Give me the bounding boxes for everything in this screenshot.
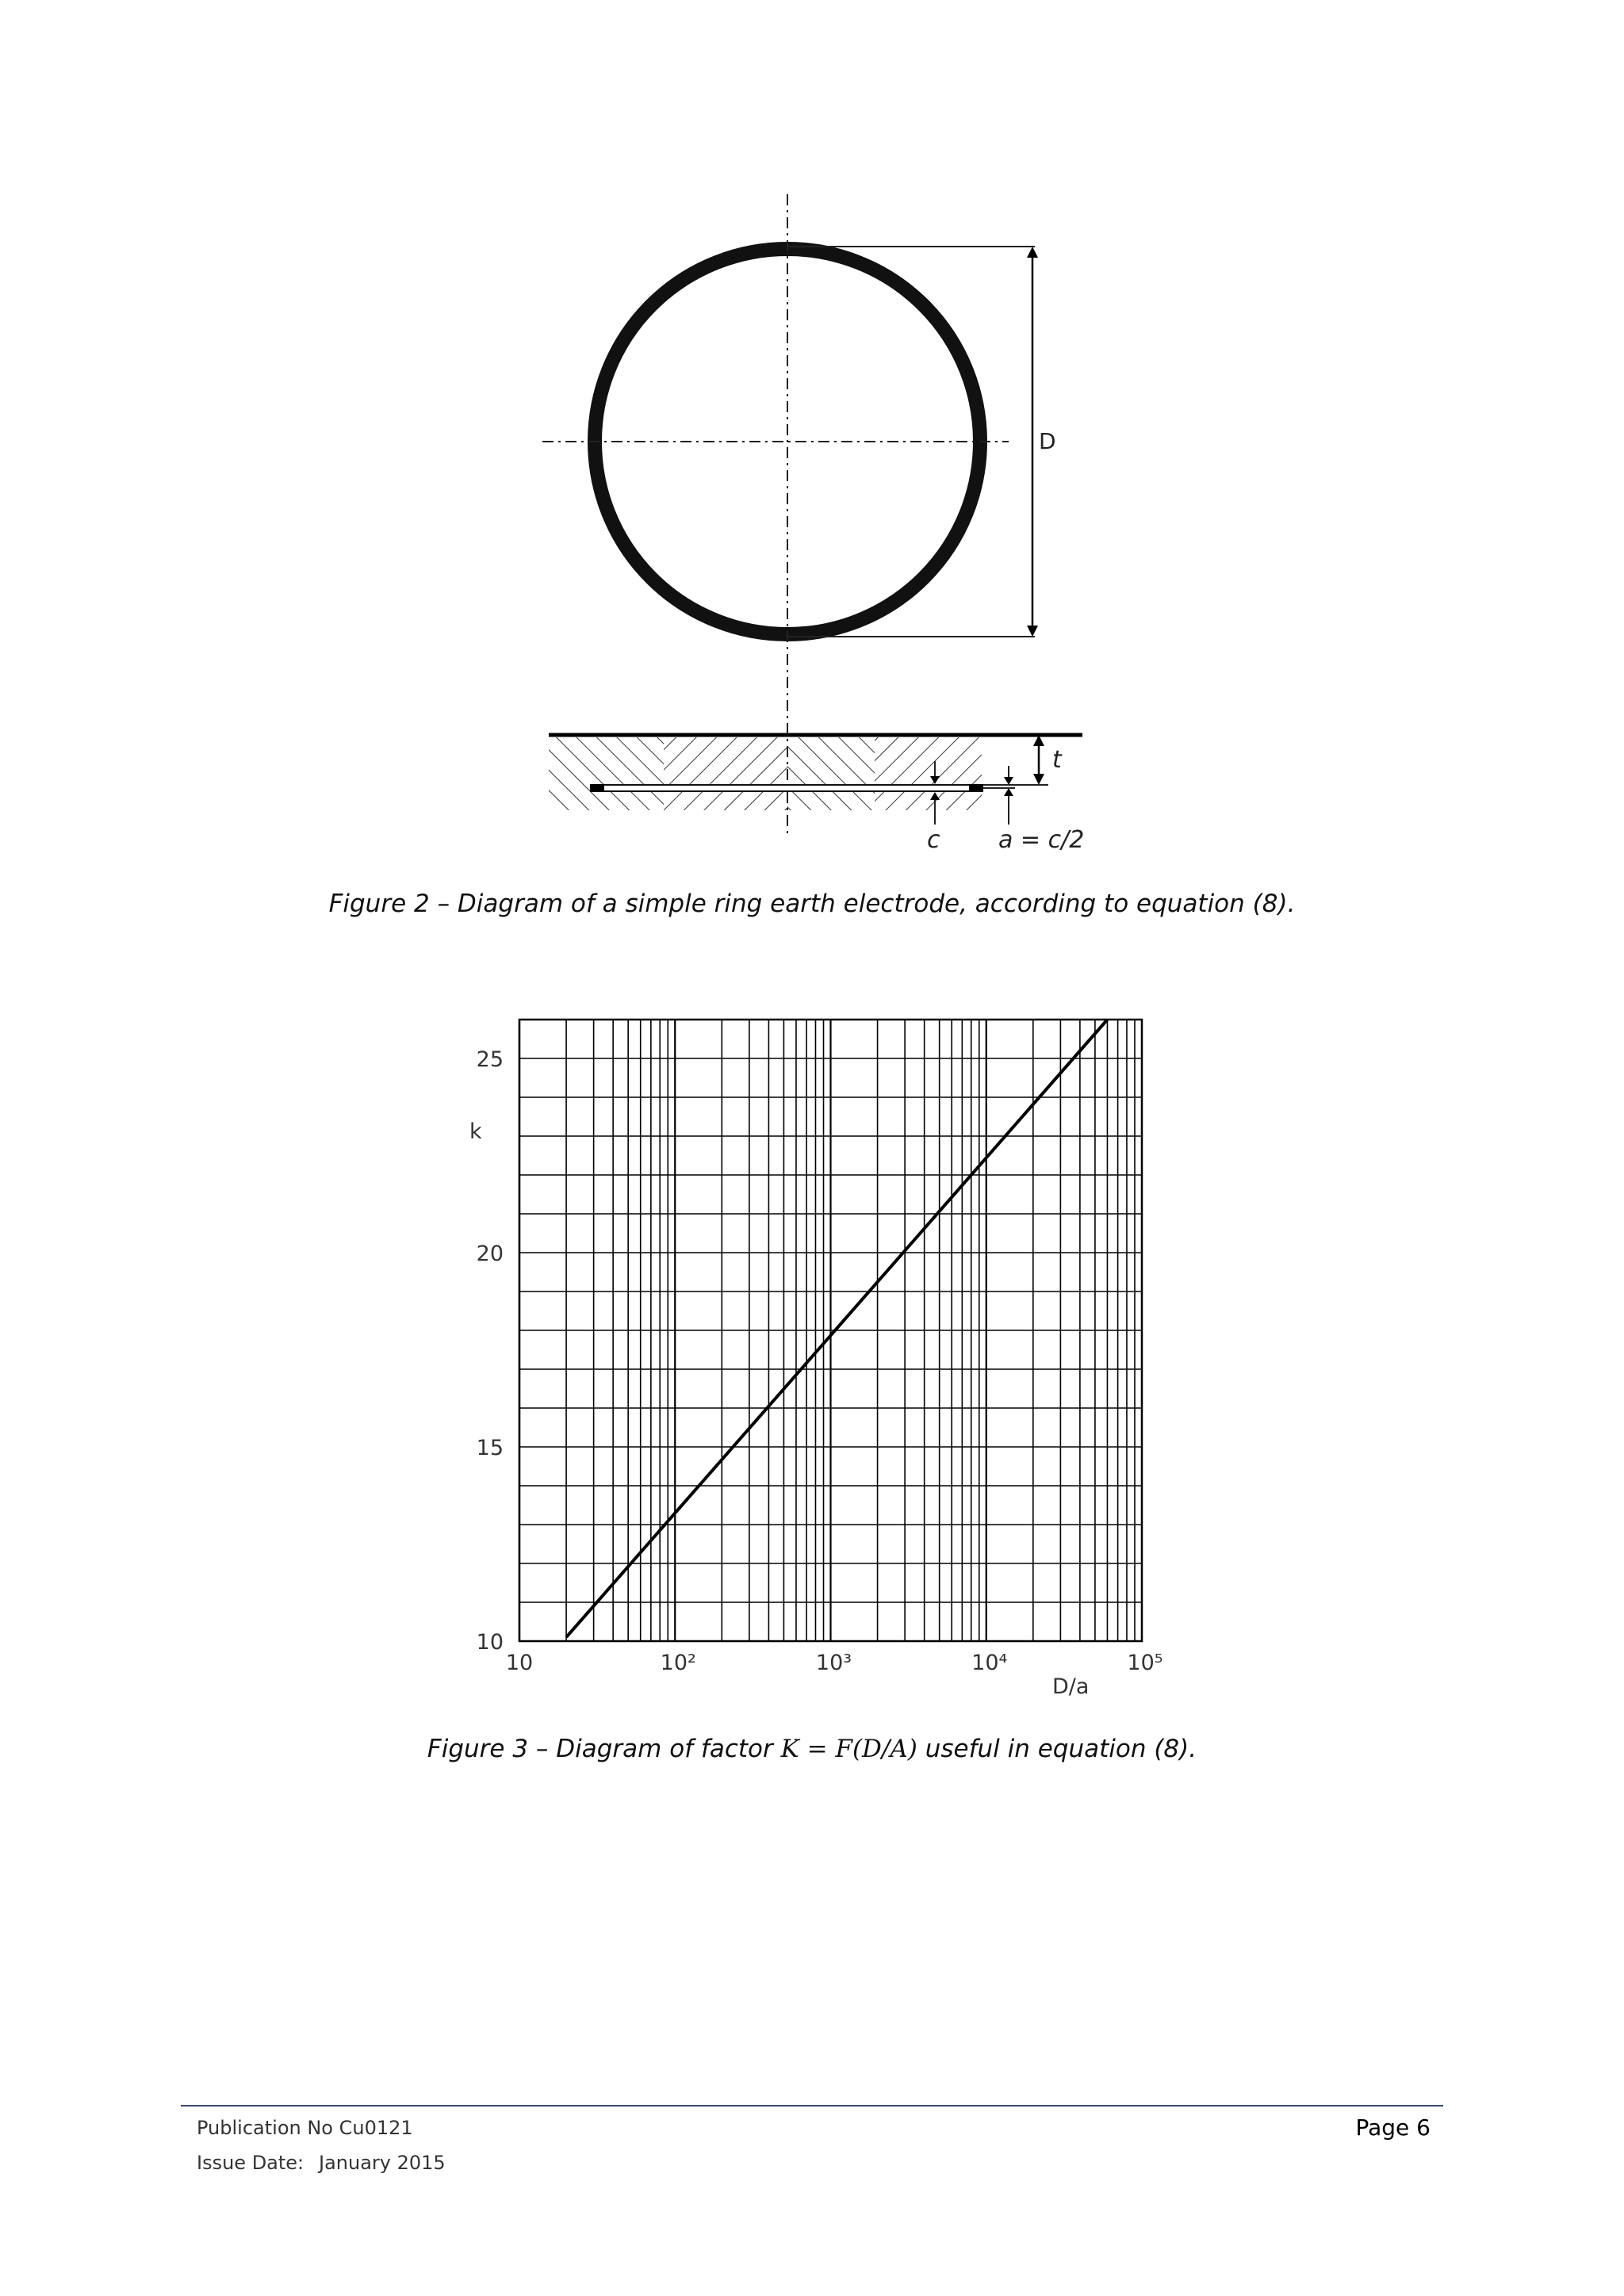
chart-series: [566, 1020, 1107, 1637]
x-tick-label: 10⁵: [1127, 1651, 1163, 1675]
d-label: D: [1039, 428, 1056, 454]
y-axis-label: k: [469, 1119, 482, 1144]
x-tick-label: 10²: [660, 1651, 696, 1675]
figure-3-caption: [0, 1735, 1624, 1763]
x-axis-label: D/a: [1052, 1674, 1090, 1699]
y-tick-label: 10: [476, 1630, 504, 1655]
c-label: c: [927, 826, 940, 854]
k-curve: [566, 1020, 1107, 1637]
y-tick-label: 25: [476, 1047, 504, 1072]
y-tick-label: 20: [476, 1242, 504, 1266]
chart-grid: [519, 1020, 1142, 1641]
figure-3-caption-formula: K = F(D/A): [780, 1735, 917, 1763]
issue-date-value: January 2015: [319, 2152, 446, 2174]
a-label: a = c/2: [998, 826, 1085, 854]
t-label: t: [1052, 746, 1062, 774]
x-tick-label: 10⁴: [971, 1651, 1008, 1675]
chart-axes: [469, 1047, 1163, 1699]
x-tick-label: 10³: [815, 1651, 852, 1675]
figure-3-caption-prefix: Figure 3 – Diagram of factor: [427, 1735, 781, 1763]
footer-rule: [181, 2105, 1443, 2107]
publication-number: Publication No Cu0121: [197, 2117, 413, 2139]
y-tick-label: 15: [476, 1436, 504, 1460]
page-number: Page 6: [1355, 2114, 1431, 2141]
figure-2-caption: Figure 2 – Diagram of a simple ring earth electrode, according to equation (8).: [328, 890, 1296, 918]
x-tick-label: 10: [505, 1651, 534, 1675]
figure-3-caption-suffix: useful in equation (8).: [917, 1735, 1197, 1763]
issue-date-label: Issue Date:: [197, 2152, 304, 2174]
